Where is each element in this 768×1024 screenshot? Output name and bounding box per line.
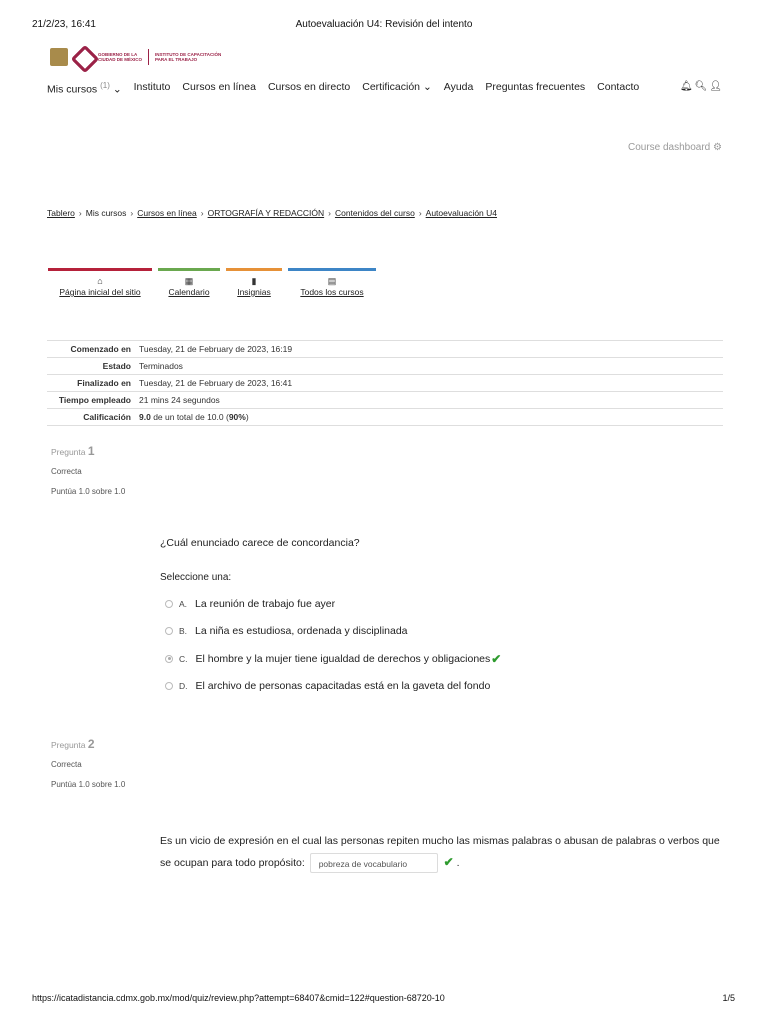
- option-c[interactable]: C. El hombre y la mujer tiene igualdad de derechos y obligaciones ✔: [165, 645, 501, 673]
- question-2-text: Es un vicio de expresión en el cual las personas repiten mucho las mismas palabras o abusan de palabras o verbos que se ocupan para todo propósito: pobreza de vocabulario ✔ .: [160, 831, 720, 874]
- nav-mis-cursos[interactable]: Mis cursos $^{(1)}$ ⌄: [47, 81, 122, 96]
- chevron-right-icon: ›: [200, 208, 204, 218]
- question-1-text: ¿Cuál enunciado carece de concordancia?: [160, 537, 360, 549]
- radio-button[interactable]: [165, 682, 173, 690]
- nav-cursos-en-linea[interactable]: Cursos en línea: [182, 81, 256, 93]
- shield-icon: [50, 48, 68, 66]
- table-row: Calificación 9.0 de un total de 10.0 (90%): [47, 409, 723, 426]
- nav-cursos-en-directo[interactable]: Cursos en directo: [267, 81, 351, 93]
- site-logo[interactable]: [50, 46, 221, 68]
- user-icon[interactable]: 👤︎: [709, 81, 722, 92]
- breadcrumb-cursos-en-linea[interactable]: Cursos en línea: [137, 208, 197, 218]
- chevron-right-icon: ›: [130, 208, 134, 218]
- bell-icon[interactable]: 🔔︎: [679, 81, 693, 92]
- course-dashboard-link[interactable]: Course dashboard ⚙︎: [627, 142, 722, 153]
- breadcrumb-mis-cursos: Mis cursos: [85, 208, 127, 218]
- chevron-down-icon: ⌄: [422, 81, 432, 93]
- radio-button[interactable]: [165, 627, 173, 635]
- quick-link-calendar[interactable]: ▦ Calendario: [158, 268, 220, 297]
- question-2-info: [51, 734, 125, 795]
- chevron-right-icon: ›: [328, 208, 331, 218]
- chevron-right-icon: ›: [78, 208, 82, 218]
- print-page-number: 1/5: [722, 993, 735, 1003]
- option-b[interactable]: B. La niña es estudiosa, ordenada y disciplinada: [165, 618, 501, 646]
- bookmark-icon: ▮: [251, 276, 257, 286]
- table-row: Estado Terminados: [47, 358, 723, 375]
- grade-value: 9.0 de un total de 10.0 (90%): [135, 409, 723, 426]
- print-title: Autoevaluación U4: Revisión del intento: [295, 19, 473, 30]
- check-icon: ✔: [491, 651, 502, 666]
- dashboard-icon: ⚙︎: [713, 142, 722, 153]
- book-icon: ▤: [327, 276, 337, 286]
- option-a[interactable]: A. La reunión de trabajo fue ayer: [165, 590, 501, 618]
- print-url: https://icatadistancia.cdmx.gob.mx/mod/quiz/review.php?attempt=68407&cmid=122#question-68720-10: [32, 993, 445, 1003]
- table-row: Tiempo empleado 21 mins 24 segundos: [47, 392, 723, 409]
- question-number: Pregunta 2: [51, 737, 95, 751]
- attempt-summary-table: [47, 340, 723, 426]
- question-1-prompt: Seleccione una:: [160, 572, 232, 583]
- nav-preguntas-frecuentes[interactable]: Preguntas frecuentes: [485, 81, 586, 93]
- nav-icons: [680, 81, 722, 92]
- nav-instituto[interactable]: Instituto: [133, 81, 171, 93]
- print-date: 21/2/23, 16:41: [32, 19, 96, 30]
- nav-ayuda[interactable]: Ayuda: [443, 81, 474, 93]
- option-d[interactable]: D. El archivo de personas capacitadas está en la gaveta del fondo: [165, 673, 501, 701]
- answer-field[interactable]: pobreza de vocabulario: [310, 853, 438, 873]
- quick-links: [48, 268, 376, 297]
- home-icon: ⌂: [97, 276, 103, 286]
- logo-institute-text: INSTITUTO DE CAPACITACIÓN PARA EL TRABAJO: [155, 52, 222, 62]
- question-1-options: [165, 590, 501, 700]
- main-nav: [47, 81, 639, 96]
- logo-gov-text: GOBIERNO DE LA CIUDAD DE MÉXICO: [98, 52, 143, 62]
- quick-link-home[interactable]: ⌂ Página inicial del sitio: [48, 268, 152, 297]
- check-icon: ✔: [443, 855, 454, 869]
- chevron-down-icon: ⌄: [112, 83, 122, 96]
- chevron-right-icon: ›: [418, 208, 422, 218]
- question-grade: Puntúa 1.0 sobre 1.0: [51, 487, 126, 496]
- quick-link-badges[interactable]: ▮ Insignias: [226, 268, 282, 297]
- breadcrumb-quiz[interactable]: Autoevaluación U4: [425, 208, 498, 218]
- calendar-icon: ▦: [184, 276, 194, 286]
- question-grade: Puntúa 1.0 sobre 1.0: [51, 780, 126, 789]
- question-state: Correcta: [51, 760, 82, 769]
- breadcrumb: [47, 208, 497, 218]
- nav-certificacion[interactable]: Certificación ⌄: [362, 81, 432, 93]
- breadcrumb-contenidos[interactable]: Contenidos del curso: [334, 208, 415, 218]
- search-icon[interactable]: 🔍︎: [694, 81, 708, 92]
- quick-link-all-courses[interactable]: ▤ Todos los cursos: [288, 268, 376, 297]
- breadcrumb-course[interactable]: ORTOGRAFÍA Y REDACCIÓN: [207, 208, 325, 218]
- question-1-info: [51, 441, 125, 502]
- radio-button-selected[interactable]: [165, 655, 173, 663]
- nav-count: (1): [100, 81, 110, 90]
- question-number: Pregunta 1: [51, 444, 95, 458]
- table-row: Finalizado en Tuesday, 21 de February de 2023, 16:41: [47, 375, 723, 392]
- logo-divider: [148, 49, 149, 65]
- question-state: Correcta: [51, 467, 82, 476]
- nav-contacto[interactable]: Contacto: [597, 81, 640, 93]
- breadcrumb-tablero[interactable]: Tablero: [47, 208, 75, 218]
- cdmx-knot-icon: [72, 46, 94, 68]
- radio-button[interactable]: [165, 600, 173, 608]
- table-row: Comenzado en Tuesday, 21 de February de 2023, 16:19: [47, 341, 723, 358]
